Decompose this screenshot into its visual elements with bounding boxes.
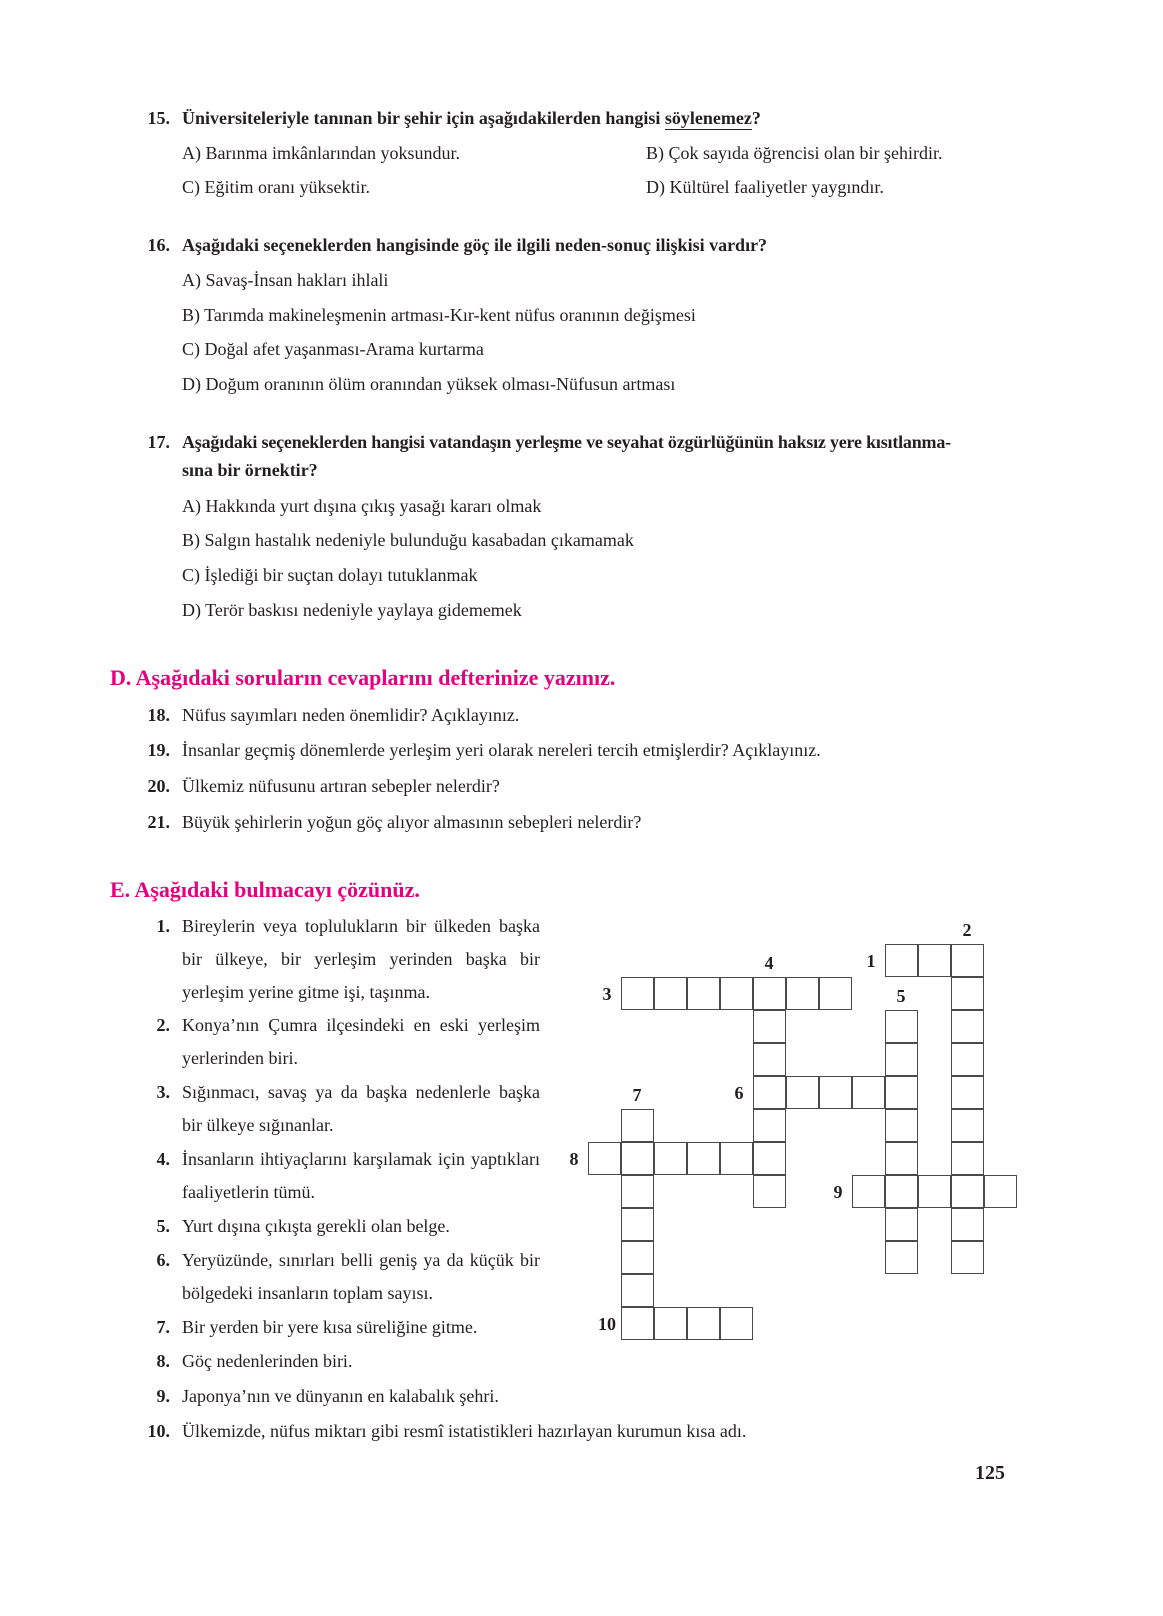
crossword-cell[interactable] <box>885 1043 918 1076</box>
question-16-number: 16. <box>147 235 170 255</box>
crossword-cell[interactable] <box>654 1307 687 1340</box>
clue-6-text: Yeryüzünde, sınırları belli geniş ya da küçük bir bölgedeki insanların toplam sayısı. <box>182 1250 540 1303</box>
question-17-text-line1: Aşağıdaki seçeneklerden hangisi vatandaşın yerleşme ve seyahat özgürlüğünün haksız yere kısıtlanma- <box>182 432 951 452</box>
clue-4-text: İnsanların ihtiyaçlarını karşılamak için yaptıkları faaliyetlerin tümü. <box>182 1149 540 1202</box>
crossword-cell[interactable] <box>918 944 951 977</box>
crossword-label-8: 8 <box>569 1149 579 1169</box>
clue-8-number: 8. <box>156 1351 170 1371</box>
crossword-cell[interactable] <box>753 1010 786 1043</box>
crossword-cell[interactable] <box>852 1175 885 1208</box>
option-16-b[interactable]: B) Tarımda makineleşmenin artması-Kır-kent nüfus oranının değişmesi <box>182 305 696 325</box>
question-15-underlined: söylenemez <box>664 108 752 128</box>
crossword-cell[interactable] <box>621 1109 654 1142</box>
clue-6-number: 6. <box>156 1250 170 1270</box>
crossword-cell[interactable] <box>687 1307 720 1340</box>
crossword-cell[interactable] <box>621 1274 654 1307</box>
crossword-label-3: 3 <box>602 984 612 1004</box>
crossword-cell[interactable] <box>753 1076 786 1109</box>
crossword-cell[interactable] <box>687 977 720 1010</box>
crossword-label-10: 10 <box>598 1314 616 1334</box>
clue-7-text: Bir yerden bir yere kısa süreliğine gitme. <box>182 1317 478 1337</box>
question-18-number: 18. <box>147 705 170 725</box>
clue-3-text: Sığınmacı, savaş ya da başka nedenlerle başka bir ülkeye sığınanlar. <box>182 1082 540 1135</box>
option-17-c[interactable]: C) İşlediği bir suçtan dolayı tutuklanmak <box>182 565 478 585</box>
crossword-cell[interactable] <box>621 1208 654 1241</box>
crossword-cell[interactable] <box>984 1175 1017 1208</box>
crossword-cell[interactable] <box>819 1076 852 1109</box>
crossword-cell[interactable] <box>918 1175 951 1208</box>
option-15-b[interactable]: B) Çok sayıda öğrencisi olan bir şehirdir. <box>646 143 943 163</box>
crossword-cell[interactable] <box>951 977 984 1010</box>
crossword-label-7: 7 <box>632 1085 642 1105</box>
crossword-cell[interactable] <box>753 1142 786 1175</box>
clue-7-number: 7. <box>156 1317 170 1337</box>
crossword-cell[interactable] <box>720 977 753 1010</box>
crossword-cell[interactable] <box>621 977 654 1010</box>
crossword-cell[interactable] <box>951 1010 984 1043</box>
section-e-heading: E. Aşağıdaki bulmacayı çözünüz. <box>110 877 420 902</box>
clue-3-number: 3. <box>156 1082 170 1102</box>
option-15-d[interactable]: D) Kültürel faaliyetler yaygındır. <box>646 177 884 197</box>
crossword-label-4: 4 <box>764 953 774 973</box>
clue-10-text: Ülkemizde, nüfus miktarı gibi resmî istatistikleri hazırlayan kurumun kısa adı. <box>182 1421 747 1441</box>
question-19-number: 19. <box>147 740 170 760</box>
question-20-text: Ülkemiz nüfusunu artıran sebepler nelerdir? <box>182 776 500 796</box>
crossword-label-9: 9 <box>833 1182 843 1202</box>
question-16-text: Aşağıdaki seçeneklerden hangisinde göç ile ilgili neden-sonuç ilişkisi vardır? <box>182 235 768 255</box>
crossword-cell[interactable] <box>720 1142 753 1175</box>
crossword-label-2: 2 <box>962 920 972 940</box>
crossword-cell[interactable] <box>786 1076 819 1109</box>
crossword-label-6: 6 <box>734 1083 744 1103</box>
crossword-label-5: 5 <box>896 986 906 1006</box>
clue-1-number: 1. <box>156 916 170 936</box>
crossword-cell[interactable] <box>885 1109 918 1142</box>
crossword-cell[interactable] <box>786 977 819 1010</box>
question-21-text: Büyük şehirlerin yoğun göç alıyor almasının sebepleri nelerdir? <box>182 812 642 832</box>
option-16-d[interactable]: D) Doğum oranının ölüm oranından yüksek olması-Nüfusun artması <box>182 374 676 394</box>
crossword-cell[interactable] <box>621 1175 654 1208</box>
crossword-cell[interactable] <box>753 977 786 1010</box>
crossword-cell[interactable] <box>885 1010 918 1043</box>
question-17-number: 17. <box>147 432 170 452</box>
crossword-cell[interactable] <box>885 1241 918 1274</box>
clue-5-text: Yurt dışına çıkışta gerekli olan belge. <box>182 1216 450 1236</box>
clue-9-number: 9. <box>156 1386 170 1406</box>
clue-1-text: Bireylerin veya toplulukların bir ülkeden başka bir ülkeye, bir yerleşim yerinden başka bir yerleşim yerine gitme işi, taşınma. <box>182 916 540 1002</box>
crossword-cell[interactable] <box>588 1142 621 1175</box>
question-17-text-line2: sına bir örnektir? <box>182 460 318 480</box>
page-number: 125 <box>975 1462 1005 1484</box>
crossword-cell[interactable] <box>621 1241 654 1274</box>
option-15-c[interactable]: C) Eğitim oranı yüksektir. <box>182 177 370 197</box>
question-15-number: 15. <box>147 108 170 128</box>
crossword-cell[interactable] <box>951 1175 984 1208</box>
crossword-cell[interactable] <box>654 1142 687 1175</box>
option-15-a[interactable]: A) Barınma imkânlarından yoksundur. <box>182 143 460 163</box>
crossword-cell[interactable] <box>720 1307 753 1340</box>
crossword-cell[interactable] <box>753 1043 786 1076</box>
crossword-cell[interactable] <box>951 1208 984 1241</box>
question-15-text <box>182 107 761 129</box>
crossword-cell[interactable] <box>951 944 984 977</box>
clue-9-text: Japonya’nın ve dünyanın en kalabalık şehri. <box>182 1386 499 1406</box>
clue-2-number: 2. <box>156 1015 170 1035</box>
crossword-cell[interactable] <box>621 1307 654 1340</box>
option-17-d[interactable]: D) Terör baskısı nedeniyle yaylaya gidememek <box>182 600 522 620</box>
crossword-cell[interactable] <box>753 1175 786 1208</box>
crossword-cell[interactable] <box>885 1142 918 1175</box>
crossword-cell[interactable] <box>885 1208 918 1241</box>
clue-4-number: 4. <box>156 1149 170 1169</box>
crossword-cell[interactable] <box>951 1241 984 1274</box>
crossword-cell[interactable] <box>753 1109 786 1142</box>
crossword-cell[interactable] <box>951 1043 984 1076</box>
question-15-mark: ? <box>751 108 761 128</box>
crossword-cell[interactable] <box>621 1142 654 1175</box>
clue-2-text: Konya’nın Çumra ilçesindeki en eski yerleşim yerlerinden biri. <box>182 1015 540 1068</box>
clue-8-text: Göç nedenlerinden biri. <box>182 1351 353 1371</box>
question-15-stem: Üniversiteleriyle tanınan bir şehir için aşağıdakilerden hangisi <box>182 108 665 128</box>
question-19-text: İnsanlar geçmiş dönemlerde yerleşim yeri olarak nereleri tercih etmişlerdir? Açıklayınız. <box>182 740 821 760</box>
clue-5-number: 5. <box>156 1216 170 1236</box>
crossword-cell[interactable] <box>885 944 918 977</box>
option-17-b[interactable]: B) Salgın hastalık nedeniyle bulunduğu kasabadan çıkamamak <box>182 530 634 550</box>
section-d-heading: D. Aşağıdaki soruların cevaplarını defterinize yazınız. <box>110 665 616 690</box>
crossword-cell[interactable] <box>852 1076 885 1109</box>
crossword-cell[interactable] <box>819 977 852 1010</box>
crossword-cell[interactable] <box>687 1142 720 1175</box>
option-16-c[interactable]: C) Doğal afet yaşanması-Arama kurtarma <box>182 339 484 359</box>
option-17-a[interactable]: A) Hakkında yurt dışına çıkış yasağı kararı olmak <box>182 496 542 516</box>
crossword-cell[interactable] <box>951 1142 984 1175</box>
option-16-a[interactable]: A) Savaş-İnsan hakları ihlali <box>182 270 389 290</box>
clue-10-number: 10. <box>147 1421 170 1441</box>
crossword-cell[interactable] <box>654 977 687 1010</box>
crossword-cell[interactable] <box>951 1109 984 1142</box>
crossword-cell[interactable] <box>885 1076 918 1109</box>
crossword-cell[interactable] <box>951 1076 984 1109</box>
crossword-label-1: 1 <box>866 951 876 971</box>
crossword-cell[interactable] <box>885 1175 918 1208</box>
question-21-number: 21. <box>147 812 170 832</box>
question-20-number: 20. <box>147 776 170 796</box>
question-18-text: Nüfus sayımları neden önemlidir? Açıklayınız. <box>182 705 520 725</box>
